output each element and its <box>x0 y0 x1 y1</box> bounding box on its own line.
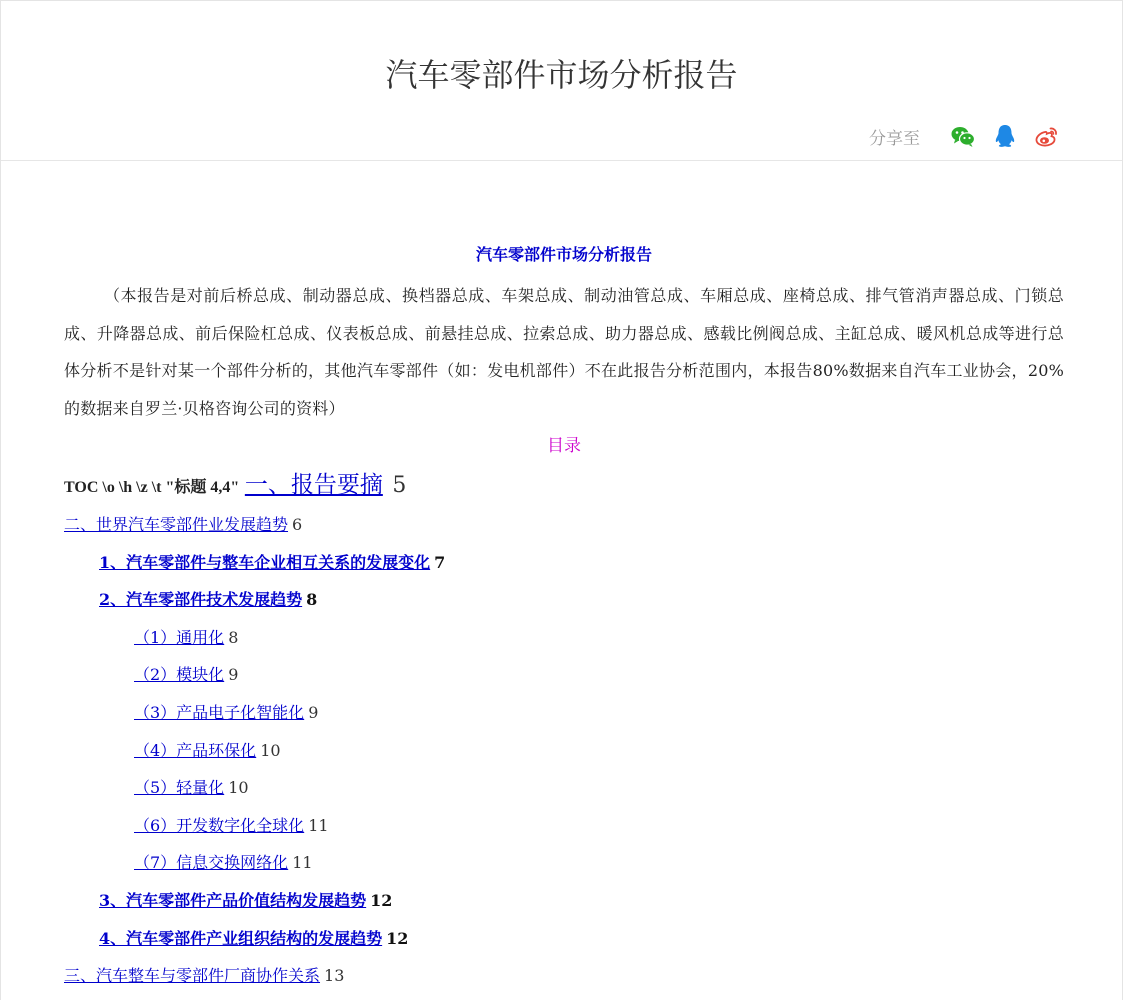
toc-link[interactable]: 1、汽车零部件与整车企业相互关系的发展变化 <box>99 552 431 572</box>
document-body <box>64 233 1064 995</box>
toc-page-number: 10 <box>260 740 281 760</box>
toc-entry <box>64 732 1064 770</box>
toc-page-number: 8 <box>228 627 239 647</box>
toc-link[interactable]: 一、报告要摘 <box>244 472 383 498</box>
toc-page-number: 7 <box>434 552 446 572</box>
toc-link[interactable]: 三、汽车整车与零部件厂商协作关系 <box>64 966 321 986</box>
toc-page-number: 6 <box>292 515 303 534</box>
article-header <box>1 1 1122 161</box>
share-bar <box>869 123 1060 149</box>
toc-entry <box>64 844 1064 882</box>
toc-entry <box>64 882 1064 920</box>
toc-entry <box>64 807 1064 845</box>
toc-entry <box>64 656 1064 694</box>
toc-link[interactable]: 4、汽车零部件产业组织结构的发展趋势 <box>99 928 383 948</box>
toc-first-line <box>64 464 1064 506</box>
toc-list <box>64 506 1064 995</box>
toc-field-code: TOC \o \h \z \t "标题 4,4" <box>64 479 240 496</box>
toc-heading: 目录 <box>547 436 581 456</box>
toc-link[interactable]: 2、汽车零部件技术发展趋势 <box>99 590 303 610</box>
toc-page-number: 8 <box>306 590 318 610</box>
toc-link[interactable]: （3）产品电子化智能化 <box>134 702 305 722</box>
toc-page-number: 9 <box>228 665 239 685</box>
weibo-icon[interactable] <box>1034 123 1060 149</box>
toc-entry <box>64 694 1064 732</box>
share-label: 分享至 <box>869 128 920 149</box>
document-title: 汽车零部件市场分析报告 <box>475 245 652 264</box>
toc-link[interactable]: 二、世界汽车零部件业发展趋势 <box>64 515 289 534</box>
toc-page-number: 10 <box>228 778 249 798</box>
page-title: 汽车零部件市场分析报告 <box>385 56 738 94</box>
toc-page-number: 5 <box>392 473 407 498</box>
toc-link[interactable]: （2）模块化 <box>134 665 225 685</box>
wechat-icon[interactable] <box>950 123 976 149</box>
toc-page-number: 11 <box>292 853 313 873</box>
toc-page-number: 11 <box>308 815 329 835</box>
qq-icon[interactable] <box>992 123 1018 149</box>
toc-entry <box>64 920 1064 958</box>
toc-link[interactable]: 3、汽车零部件产品价值结构发展趋势 <box>99 890 367 910</box>
toc-entry <box>64 957 1064 995</box>
toc-link[interactable]: （5）轻量化 <box>134 778 225 798</box>
toc-link[interactable]: （1）通用化 <box>134 627 225 647</box>
toc-page-number: 12 <box>370 890 393 910</box>
toc-link[interactable]: （4）产品环保化 <box>134 740 257 760</box>
toc-link[interactable]: （6）开发数字化全球化 <box>134 815 305 835</box>
toc-page-number: 9 <box>308 702 319 722</box>
toc-entry <box>64 619 1064 657</box>
toc-entry <box>64 506 1064 544</box>
toc-entry <box>64 544 1064 582</box>
toc-page-number: 12 <box>386 928 409 948</box>
toc-page-number: 13 <box>324 966 345 986</box>
intro-paragraph: （本报告是对前后桥总成、制动器总成、换档器总成、车架总成、制动油管总成、车厢总成、座椅总成、排气管消声器总成、门锁总成、升降器总成、前后保险杠总成、仪表板总成、前悬挂总成、拉索总成、助力器总成、感载比例阀总成、主缸总成、暖风机总成等进行总体分析不是针对某一个部件分析的，其他汽车零部件（如：发电机部件）不在此报告分析范围内，本报告80%数据来自汽车工业协会，20%的数据来自罗兰·贝格咨询公司的资料） <box>64 286 1064 418</box>
toc-entry <box>64 581 1064 619</box>
toc-entry <box>64 769 1064 807</box>
toc-link[interactable]: （7）信息交换网络化 <box>134 853 289 873</box>
